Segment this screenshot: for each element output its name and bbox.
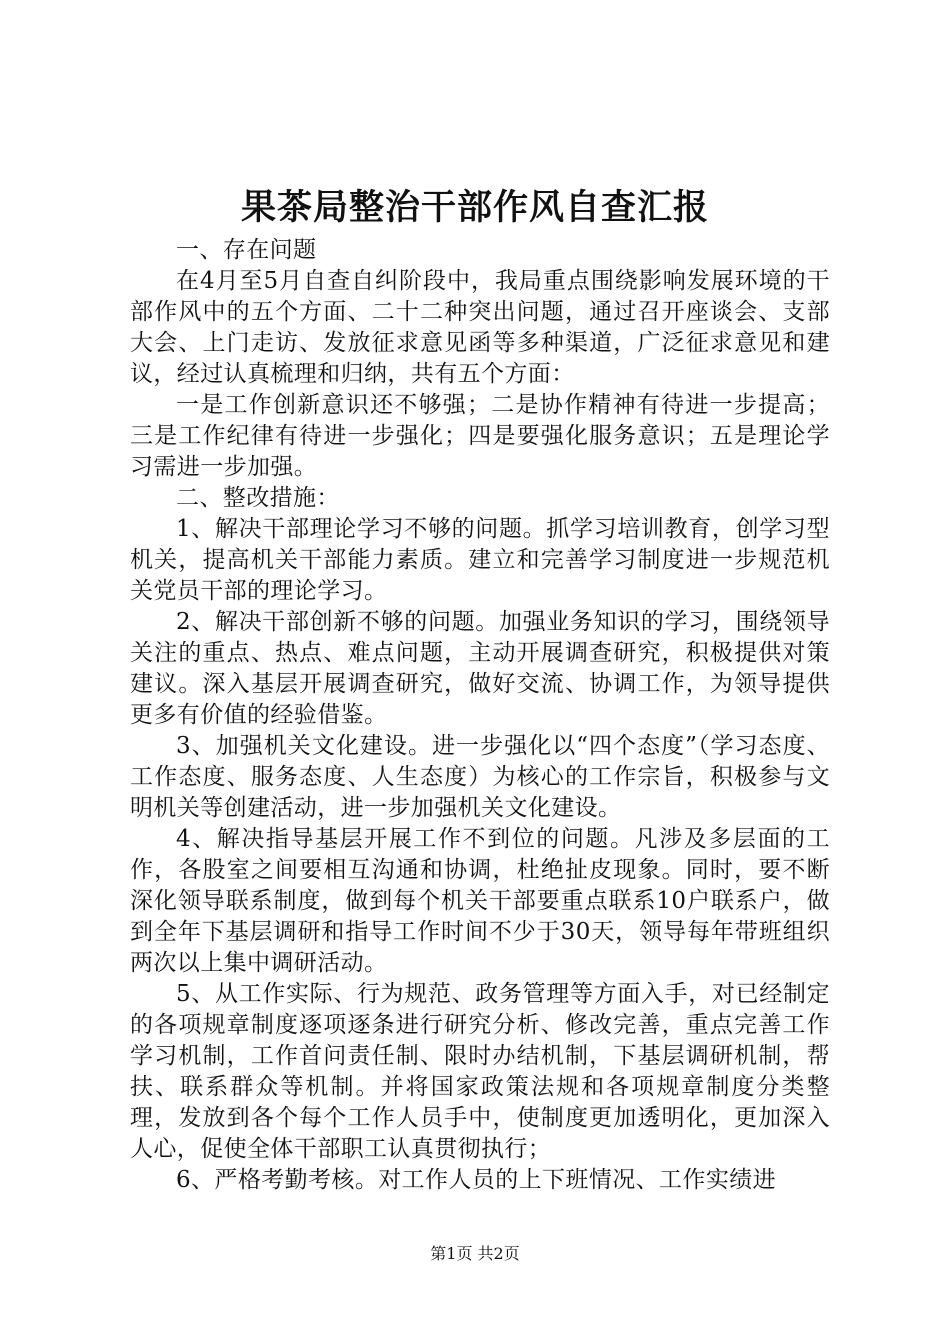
section-heading-problems: 一、存在问题 [176,237,317,263]
measure-item-1: 1、解决干部理论学习不够的问题。抓学习培训教育，创学习型机关，提高机关干部能力素质。建立和完善学习制度进一步规范机关党员干部的理论学习。 [130,516,830,604]
document-title: 果茶局整治干部作风自查汇报 [240,188,709,228]
measure-item-4: 4、解决指导基层开展工作不到位的问题。凡涉及多层面的工作，各股室之间要相互沟通和协调，杜绝扯皮现象。同时，要不断深化领导联系制度，做到每个机关干部要重点联系10户联系户，做到全年下基层调研和指导工作时间不少于30天，领导每年带班组织两次以上集中调研活动。 [130,826,830,976]
paragraph-five-aspects: 一是工作创新意识还不够强；二是协作精神有待进一步提高；三是工作纪律有待进一步强化；四是要强化服务意识；五是理论学习需进一步加强。 [130,392,830,480]
measure-item-6: 6、严格考勤考核。对工作人员的上下班情况、工作实绩进 [176,1167,777,1193]
measure-item-5: 5、从工作实际、行为规范、政务管理等方面入手，对已经制定的各项规章制度逐项逐条进行研究分析、修改完善，重点完善工作学习机制，工作首问责任制、限时办结机制，下基层调研机制，帮扶、联系群众等机制。并将国家政策法规和各项规章制度分类整理，发放到各个每个工作人员手中，使制度更加透明化，更加深入人心，促使全体干部职工认真贯彻执行； [130,981,830,1162]
section-heading-measures: 二、整改措施： [176,485,340,511]
paragraph-self-inspection: 在4月至5月自查自纠阶段中，我局重点围绕影响发展环境的干部作风中的五个方面、二十二种突出问题，通过召开座谈会、支部大会、上门走访、发放征求意见函等多种渠道，广泛征求意见和建议，经过认真梳理和归纳，共有五个方面： [130,268,830,387]
page-number-footer: 第1页 共2页 [430,1244,520,1263]
document-body [130,235,830,1196]
measure-item-3: 3、加强机关文化建设。进一步强化以“四个态度”（学习态度、工作态度、服务态度、人生态度）为核心的工作宗旨，积极参与文明机关等创建活动，进一步加强机关文化建设。 [130,733,830,821]
measure-item-2: 2、解决干部创新不够的问题。加强业务知识的学习，围绕领导关注的重点、热点、难点问题，主动开展调查研究，积极提供对策建议。深入基层开展调查研究，做好交流、协调工作，为领导提供更多有价值的经验借鉴。 [130,609,830,728]
